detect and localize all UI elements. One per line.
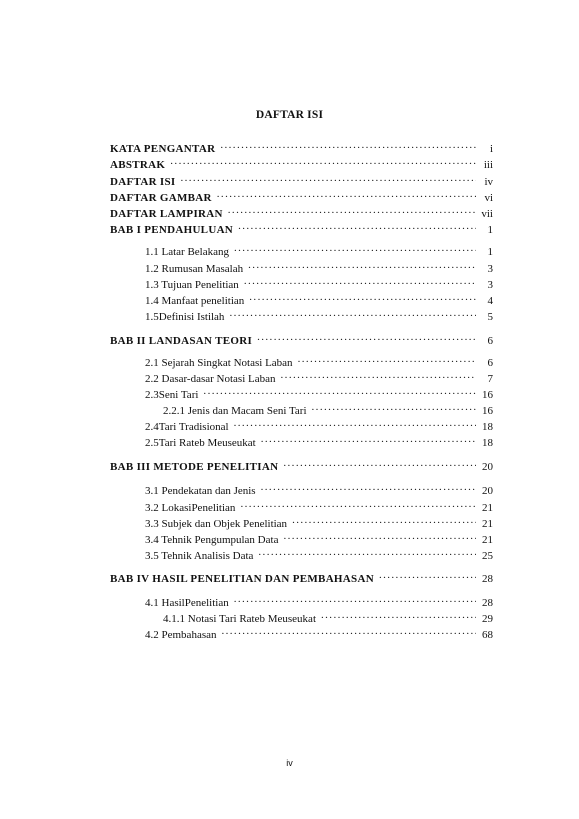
dot-leader — [180, 171, 476, 185]
toc-chapter-row — [110, 219, 493, 236]
toc-chapter-row — [110, 330, 493, 347]
toc-entry-label: 2.3Seni Tari — [145, 389, 199, 401]
toc-entry-page: 3 — [487, 263, 493, 275]
dot-leader — [379, 568, 476, 582]
dot-leader — [234, 241, 476, 255]
dot-leader — [221, 624, 476, 638]
toc-entry-label: 1.2 Rumusan Masalah — [145, 263, 244, 275]
toc-chapter-row — [110, 187, 493, 204]
dot-leader — [292, 513, 476, 527]
toc-entry-page: i — [489, 143, 493, 155]
dot-leader — [283, 456, 476, 470]
toc-entry-label: 4.1.1 Notasi Tari Rateb Meuseukat — [163, 613, 316, 625]
dot-leader — [321, 608, 476, 622]
dot-leader — [238, 219, 476, 233]
dot-leader — [257, 330, 476, 344]
toc-entry-label: DAFTAR GAMBAR — [110, 192, 212, 204]
toc-chapter-row — [110, 171, 493, 188]
toc-entry-label: 3.4 Tehnik Pengumpulan Data — [145, 534, 279, 546]
toc-section-row — [145, 545, 493, 562]
toc-section-row — [145, 258, 493, 275]
toc-section-row — [145, 592, 493, 609]
toc-entry-page: 28 — [482, 573, 493, 585]
toc-section-row — [145, 529, 493, 546]
toc-entry-label: 1.1 Latar Belakang — [145, 246, 229, 258]
toc-entry-page: 21 — [482, 518, 493, 530]
toc-entry-label: 1.3 Tujuan Penelitian — [145, 279, 239, 291]
page-title: DAFTAR ISI — [255, 109, 324, 121]
toc-entry-label: BAB III METODE PENELITIAN — [110, 461, 279, 473]
toc-entry-label: ABSTRAK — [110, 159, 166, 171]
toc-entry-label: 2.4Tari Tradisional — [145, 421, 229, 433]
page-number: iv — [286, 758, 293, 768]
toc-entry-label: 3.2 LokasiPenelitian — [145, 502, 236, 514]
toc-entry-page: 18 — [482, 421, 493, 433]
toc-entry-page: 6 — [487, 357, 493, 369]
toc-entry-label: 3.3 Subjek dan Objek Penelitian — [145, 518, 288, 530]
toc-section-row — [145, 290, 493, 307]
toc-section-row — [145, 368, 493, 385]
toc-entry-page: vii — [481, 208, 493, 220]
toc-entry-page: 3 — [487, 279, 493, 291]
toc-section-row — [145, 241, 493, 258]
toc-entry-label: 3.5 Tehnik Analisis Data — [145, 550, 254, 562]
dot-leader — [234, 592, 476, 606]
dot-leader — [170, 154, 476, 168]
dot-leader — [312, 400, 476, 414]
toc-entry-page: iii — [483, 159, 493, 171]
toc-entry-label: BAB I PENDAHULUAN — [110, 224, 234, 236]
dot-leader — [217, 187, 476, 201]
toc-entry-page: 21 — [482, 502, 493, 514]
toc-entry-page: 4 — [487, 295, 493, 307]
toc-entry-label: 2.1 Sejarah Singkat Notasi Laban — [145, 357, 293, 369]
toc-entry-label: KATA PENGANTAR — [110, 143, 216, 155]
dot-leader — [298, 352, 476, 366]
toc-entry-page: 25 — [482, 550, 493, 562]
toc-chapter-row — [110, 138, 493, 155]
dot-leader — [258, 545, 476, 559]
toc-section-row — [163, 400, 493, 417]
dot-leader — [234, 416, 476, 430]
toc-entry-page: 6 — [487, 335, 493, 347]
toc-section-row — [145, 480, 493, 497]
toc-section-row — [145, 513, 493, 530]
dot-leader — [240, 497, 476, 511]
dot-leader — [220, 138, 476, 152]
toc-chapter-row — [110, 456, 493, 473]
toc-section-row — [145, 306, 493, 323]
toc-entry-label: 4.2 Pembahasan — [145, 629, 217, 641]
toc-entry-page: 29 — [482, 613, 493, 625]
toc-section-row — [145, 497, 493, 514]
dot-leader — [261, 432, 476, 446]
toc-entry-label: 2.5Tari Rateb Meuseukat — [145, 437, 256, 449]
toc-entry-page: 16 — [482, 389, 493, 401]
dot-leader — [248, 258, 476, 272]
toc-entry-page: vi — [484, 192, 493, 204]
toc-entry-label: BAB IV HASIL PENELITIAN DAN PEMBAHASAN — [110, 573, 374, 585]
toc-entry-page: 68 — [482, 629, 493, 641]
dot-leader — [229, 306, 476, 320]
toc-entry-page: 28 — [482, 597, 493, 609]
toc-section-row — [145, 432, 493, 449]
toc-entry-label: 1.4 Manfaat penelitian — [145, 295, 245, 307]
toc-entry-page: 7 — [487, 373, 493, 385]
dot-leader — [203, 384, 476, 398]
toc-entry-page: 21 — [482, 534, 493, 546]
toc-entry-label: 1.5Definisi Istilah — [145, 311, 225, 323]
toc-entry-page: 5 — [487, 311, 493, 323]
dot-leader — [261, 480, 476, 494]
toc-entry-label: DAFTAR ISI — [110, 176, 176, 188]
toc-section-row — [145, 384, 493, 401]
dot-leader — [228, 203, 476, 217]
toc-section-row — [145, 274, 493, 291]
toc-entry-label: 2.2.1 Jenis dan Macam Seni Tari — [163, 405, 307, 417]
toc-chapter-row — [110, 154, 493, 171]
toc-entry-page: 18 — [482, 437, 493, 449]
toc-entry-page: 1 — [487, 246, 493, 258]
dot-leader — [283, 529, 476, 543]
toc-section-row — [145, 416, 493, 433]
toc-entry-label: 2.2 Dasar-dasar Notasi Laban — [145, 373, 276, 385]
toc-chapter-row — [110, 203, 493, 220]
dot-leader — [244, 274, 476, 288]
toc-entry-page: 1 — [487, 224, 493, 236]
toc-section-row — [145, 352, 493, 369]
toc-entry-page: 16 — [482, 405, 493, 417]
toc-entry-label: 3.1 Pendekatan dan Jenis — [145, 485, 256, 497]
toc-entry-page: 20 — [482, 485, 493, 497]
dot-leader — [281, 368, 476, 382]
toc-entry-page: iv — [484, 176, 493, 188]
toc-entry-page: 20 — [482, 461, 493, 473]
toc-entry-label: 4.1 HasilPenelitian — [145, 597, 229, 609]
toc-chapter-row — [110, 568, 493, 585]
toc-entry-label: DAFTAR LAMPIRAN — [110, 208, 223, 220]
toc-section-row — [163, 608, 493, 625]
dot-leader — [249, 290, 476, 304]
toc-section-row — [145, 624, 493, 641]
toc-entry-label: BAB II LANDASAN TEORI — [110, 335, 253, 347]
